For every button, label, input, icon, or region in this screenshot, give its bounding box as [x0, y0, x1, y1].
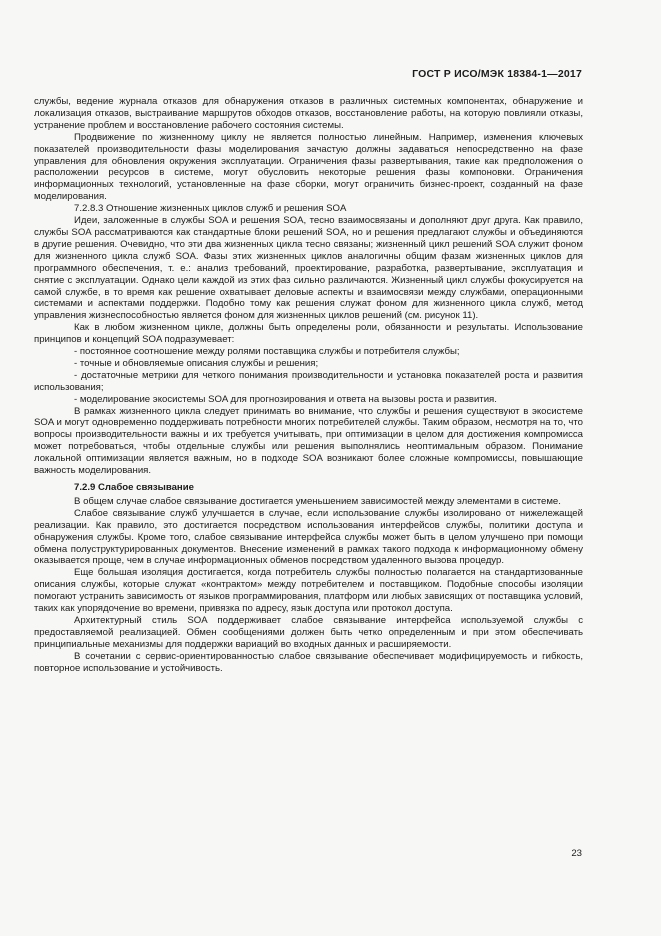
- paragraph: Слабое связывание служб улучшается в случае, если использование службы изолировано от нижележащей реализации. Как правило, это достигается посредством использования интерфейсов службы, политики доступа и обнаружения службы. Кроме того, слабое связывание интерфейса службы может быть в целом улучшено при помощи обмена полуструктурированных документов. Внесение изменений в рамках такого подхода к информационному обмену оказывается проще, чем в случае информационных обменов посредством удаленного вызова процедур.: [34, 507, 583, 567]
- page-number: 23: [571, 848, 582, 859]
- list-item: - достаточные метрики для четкого понимания производительности и установка показателей роста и развития использования;: [34, 369, 583, 393]
- paragraph: Продвижение по жизненному циклу не является полностью линейным. Например, изменения ключевых показателей производительности фазы моделирования зачастую должны задаваться непосредственно на фазе управления для обновления окружения эксплуатации. Ограничения фазы развертывания, такие как предположения о расположении ресурсов в системе, могут обусловить некоторые решения фазы компоновки. Ограничения информационных технологий, установленные на фазе сборки, могут ограничить бизнес-проект, созданный на фазе моделирования.: [34, 131, 583, 203]
- list-item: - постоянное соотношение между ролями поставщика службы и потребителя службы;: [74, 346, 460, 358]
- paragraph: Архитектурный стиль SOA поддерживает слабое связывание интерфейса используемой службы с предоставляемой реализацией. Обмен сообщениями должен быть четко определенным и при этом обеспечивать принципиальные механизмы для поддержки вариаций во входных данных и расширяемости.: [34, 614, 583, 650]
- paragraph: В сочетании с сервис-ориентированностью слабое связывание обеспечивает модифицируемость и гибкость, повторное использование и устойчивость.: [34, 650, 583, 674]
- paragraph: Еще большая изоляция достигается, когда потребитель службы полностью полагается на стандартизованные описания службы, которые служат «контрактом» между потребителем и поставщиком. Подобные способы изоляции помогают устранить зависимость от языков программирования, платформ или любых зависящих от поставщика условий, таких как упорядочение во времени, привязка по адресу, язык доступа или протокол доступа.: [34, 567, 583, 615]
- paragraph: Как в любом жизненном цикле, должны быть определены роли, обязанности и результаты. Использование принципов и концепций SOA подразумевает:: [34, 322, 583, 346]
- subsection-heading: 7.2.8.3 Отношение жизненных циклов служб и решения SOA: [74, 203, 347, 215]
- paragraph: службы, ведение журнала отказов для обнаружения отказов в различных системных компонентах, обнаружение и локализация отказов, выстраивание маршрутов обходов отказов, восстановление работы, на которую повлияли отказы, устранение проблем и восстановление рабочего состояния системы.: [34, 96, 583, 131]
- paragraph: Идеи, заложенные в службы SOA и решения SOA, тесно взаимосвязаны и дополняют друг друга. Как правило, службы SOA рассматриваются как стандартные блоки решений SOA, но и решения предлагают службы и объединяются в другие решения. Очевидно, что эти два жизненных цикла тесно связаны; жизненный цикл решений SOA служит фоном для жизненного цикла служб SOA. Фазы этих жизненных циклов аналогичны общим фазам жизненных циклов для программного обеспечения, т. е.: анализ требований, проектирование, разработка, развертывание, эксплуатация и снятие с эксплуатации. Однако цели каждой из этих фаз сильно различаются. Жизненный цикл службы фокусируется на самой службе, в то время как решение охватывает деловые аспекты и взаимосвязи между службами, операционными системами и аспектами поддержки. Подобно тому как решения служат фоном для жизненного цикла служб, метод управления жизнеспособностью является фоном для жизненных циклов решений (см. рисунок 11).: [34, 215, 583, 322]
- body-text: [34, 96, 583, 675]
- paragraph: В общем случае слабое связывание достигается уменьшением зависимостей между элементами в системе.: [74, 495, 561, 507]
- paragraph: В рамках жизненного цикла следует принимать во внимание, что службы и решения существуют в экосистеме SOA и могут одновременно поддерживать потребности многих потребителей службы. Таким образом, несмотря на то, что вопросы производительности важны и их требуется учитывать, при оптимизации в целом для достижения компромисса может потребоваться, чтобы отдельные службы или решения выполнялись неоптимальным образом. Понимание локальной оптимизации является важным, но в подходе SOA возникают более сложные компромиссы, повышающие важность моделирования.: [34, 405, 583, 477]
- list-item: - точные и обновляемые описания службы и решения;: [74, 357, 319, 369]
- document-standard-header: ГОСТ Р ИСО/МЭК 18384-1—2017: [412, 68, 582, 80]
- list-item: - моделирование экосистемы SOA для прогнозирования и ответа на вызовы роста и развития.: [74, 393, 497, 405]
- section-heading: 7.2.9 Слабое связывание: [74, 482, 194, 493]
